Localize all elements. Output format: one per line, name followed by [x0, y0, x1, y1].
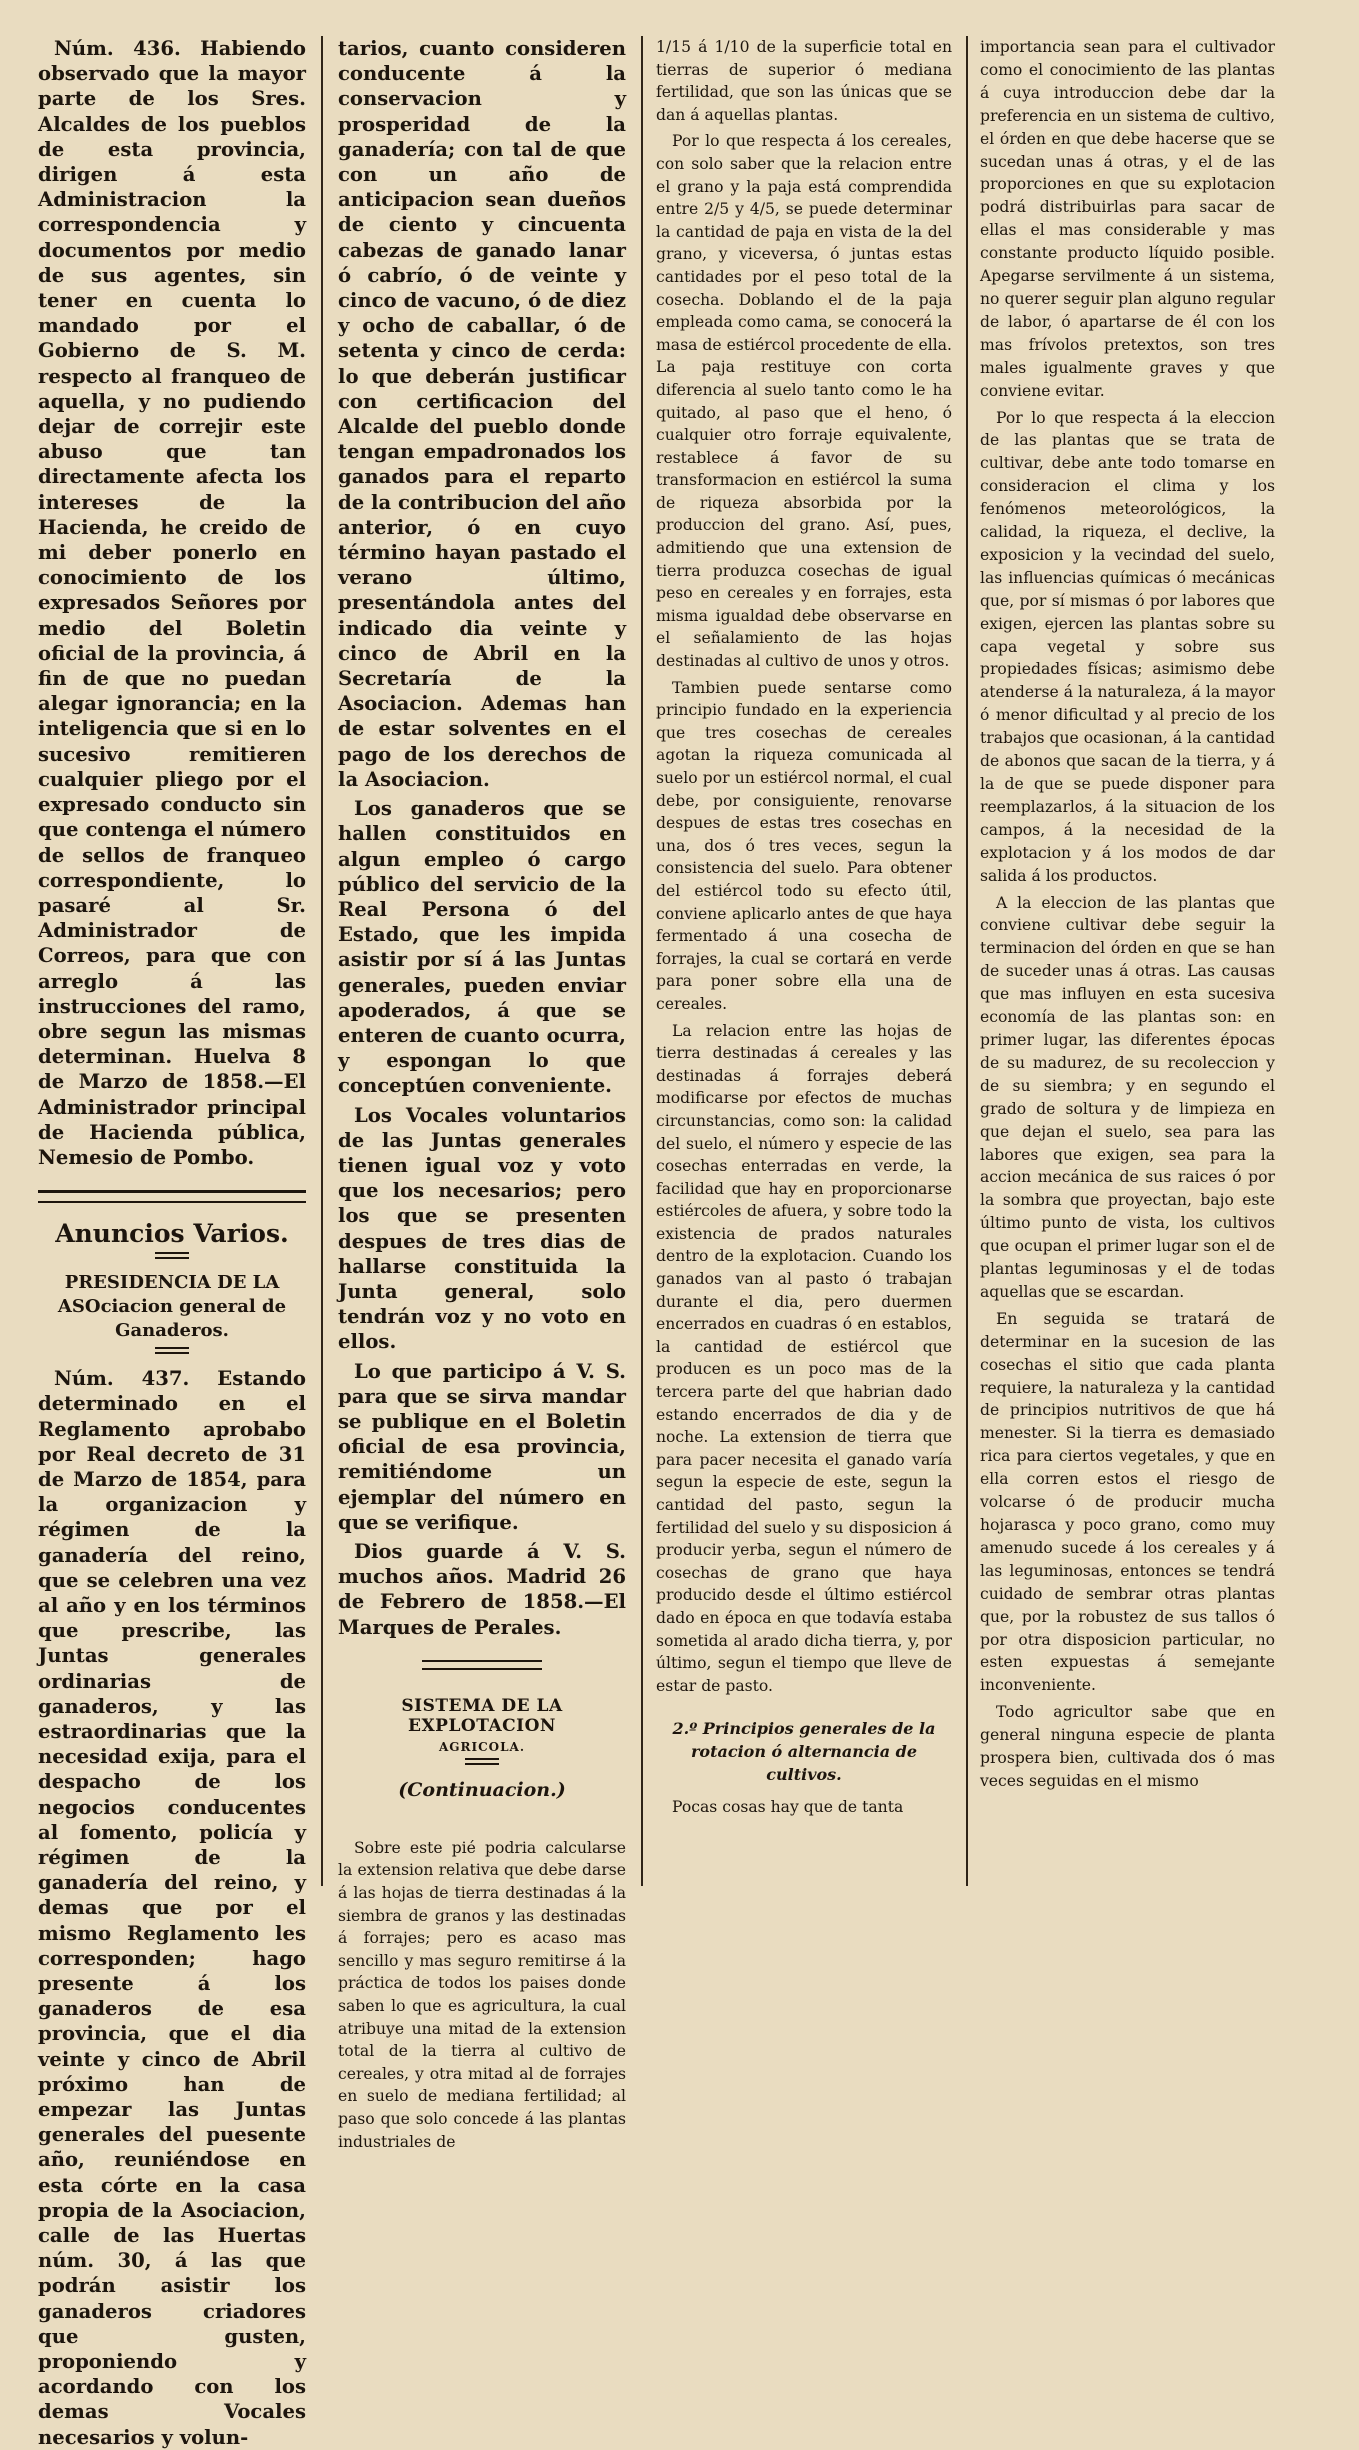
article-title: SISTEMA DE LA EXPLOTACION AGRICOLA. [401, 1695, 563, 1754]
sub-heading: PRESIDENCIA DE LA ASOciacion general de Ganaderos. [57, 1272, 287, 1342]
column-1 [38, 36, 306, 2449]
column-rule [321, 36, 323, 1886]
article-body: Sobre este pié podria calcularse la extension relativa que debe darse á las hojas de tierra destinadas á la siembra de granos y las destinadas á forrajes; pero es acaso mas sencillo y mas seguro remitirse á la práctica de todos los paises donde saben lo que es agricultura, la cual atribuye una mitad de la extension total de la tierra al cultivo de cereales, y otra mitad al de forrajes en suelo de mediana fertilidad; al paso que solo concede á las plantas industriales de [338, 1838, 626, 2151]
title-ornament [465, 1758, 499, 1765]
column-2 [338, 36, 626, 2151]
section-rule [38, 1190, 306, 1203]
column-3: 1/15 á 1/10 de la superficie total en tierras de superior ó mediana fertilidad, que son las únicas que se dan á aquellas plantas. Por lo que respecta á los cereales, con solo saber que la relacion entre el grano y la paja está comprendida entre 2/5 y 4/5, se puede determinar la cantidad de paja en vista de la del grano, y viceversa, ó juntas estas cantidades por el peso total de la cosecha. Doblando el de la paja empleada como cama, se conocerá la masa de estiércol procedente de ella. La paja restituye con corta diferencia al suelo tanto como le ha quitado, al paso que el heno, ó cualquier otro forraje equivalente, restablece á favor de su transformacion en estiércol la suma de riqueza absorbida por la produccion del grano. Así, pues, admitiendo que una extension de tierra produzca cosechas de igual peso en cereales y en forrajes, esta misma igualdad debe observarse en el señalamiento de las hojas destinadas al cultivo de unos y otros. Tambien puede sentarse como principio fundado en la experiencia que tres cosechas de cereales agotan la riqueza comunicada al suelo por un estiércol normal, el cual debe, por consiguiente, renovarse despues de estas tres cosechas en una, dos ó tres veces, segun la consistencia del suelo. Para obtener del estiércol todo su efecto útil, conviene aplicarlo antes de que haya fermentado á una cosecha de forrajes, la cual se cortará en verde para poner sobre ella una de cereales. La relacion entre las hojas de tierra destinadas á cereales y las destinadas á forrajes deberá modificarse por efectos de muchas circunstancias, como son: la calidad del suelo, el número y especie de las cosechas enterradas en verde, la facilidad que hay en proporcionarse estiércoles de afuera, y sobre todo la existencia de prados naturales dentro de la explotacion. Cuando los ganados van al pasto ó trabajan durante el dia, pero duermen encerrados en cuadras ó en establos, la cantidad de estiércol que producen es un poco mas de la tercera parte del que habrian dado estando encerrados de dia y de noche. La extension de tierra que para pacer necesita el ganado varía segun la especie de este, segun la cantidad del pasto, segun la fertilidad del suelo y su disposicion á producir yerba, segun el número de cosechas de grano que haya producido desde el último estiércol dado en época en que todavía estaba sometida al arado dicha tierra, y, por último, segun el tiempo que lleve de estar de pasto. 2.º Principios generales de la rotacion ó alternancia de cultivos. Pocas cosas hay que de tanta [656, 38, 952, 1817]
continuation-label: (Continuacion.) [398, 1778, 566, 1801]
section-title: 2.º Principios generales de la rotacion ó alternancia de cultivos. [672, 1719, 936, 1785]
notice-437-continued: tarios, cuanto consideren conducente á la conservacion y prosperidad de la ganadería; con tal de que con un año de anticipacion sean dueños de ciento y cincuenta cabezas de ganado lanar ó cabrío, ó de veinte y cinco de vacuno, ó de diez y ocho de caballar, ó de setenta y cinco de cerda: lo que deberán justificar con certificacion del Alcalde del pueblo donde tengan empadronados los ganados para el reparto de la contribucion del año anterior, ó en cuyo término hayan pastado el verano último, presentándola antes del indicado dia veinte y cinco de Abril en la Secretaría de la Asociacion. Ademas han de estar solventes en el pago de los derechos de la Asociacion. Los ganaderos que se hallen constituidos en algun empleo ó cargo público del servicio de la Real Persona ó del Estado, que les impida asistir por sí á las Juntas generales, pueden enviar apoderados, á que se enteren de cuanto ocurra, y espongan lo que conceptúen conveniente. Los Vocales voluntarios de las Juntas generales tienen igual voz y voto que los necesarios; pero los que se presenten despues de tres dias de hallarse constituida la Junta general, solo tendrán voz y no voto en ellos. Lo que participo á V. S. para que se sirva mandar se publique en el Boletin oficial de esa provincia, remitiéndome un ejemplar del número en que se verifique. Dios guarde á V. S. muchos años. Madrid 26 de Febrero de 1858.—El Marques de Perales. [338, 37, 626, 1639]
notice-436: Núm. 436. Habiendo observado que la mayor parte de los Sres. Alcaldes de los pueblos de esta provincia, dirigen á esta Administracion la correspondencia y documentos por medio de sus agentes, sin tener en cuenta lo mandado por el Gobierno de S. M. respecto al franqueo de aquella, y no pudiendo dejar de correjir este abuso que tan directamente afecta los intereses de la Hacienda, he creido de mi deber ponerlo en conocimiento de los expresados Señores por medio del Boletin oficial de la provincia, á fin de que no puedan alegar ignorancia; en la inteligencia que si en lo sucesivo remitieren cualquier pliego por el expresado conducto sin que contenga el número de sellos de franqueo correspondiente, lo pasaré al Sr. Administrador de Correos, para que con arreglo á las instrucciones del ramo, obre segun las mismas determinan. Huelva 8 de Marzo de 1858.—El Administrador principal de Hacienda pública, Nemesio de Pombo. [38, 37, 306, 1169]
notice-437: Núm. 437. Estando determinado en el Reglamento aprobabo por Real decreto de 31 de Marzo de 1854, para la organizacion y régimen de la ganadería del reino, que se celebren una vez al año y en los términos que prescribe, las Juntas generales ordinarias de ganaderos, y las estraordinarias que la necesidad exija, para el despacho de los negocios conducentes al fomento, policía y régimen de la ganadería del reino, y demas que por el mismo Reglamento les corresponden; hago presente á los ganaderos de esa provincia, que el dia veinte y cinco de Abril próximo han de empezar las Juntas generales del puesente año, reuniéndose en esta córte en la casa propia de la Asociacion, calle de las Huertas núm. 30, á las que podrán asistir los ganaderos criadores que gusten, proponiendo y acordando con los demas Vocales necesarios y volun- [38, 1367, 306, 2449]
column-4: importancia sean para el cultivador como el conocimiento de las plantas á cuya introduccion debe dar la preferencia en un sistema de cultivo, el órden en que debe hacerse que se sucedan unas á otras, y el de las proporciones en que su explotacion podrá distribuirlas para sacar de ellas el mas considerable y mas constante producto líquido posible. Apegarse servilmente á un sistema, no querer seguir plan alguno regular de labor, ó apartarse de él con los mas frívolos pretextos, son tres males igualmente graves y que conviene evitar. Por lo que respecta á la eleccion de las plantas que se trata de cultivar, debe ante todo tomarse en consideracion el clima y los fenómenos meteorológicos, la calidad, la riqueza, el declive, la exposicion y la vecindad del suelo, las influencias químicas ó mecánicas que, por sí mismas ó por labores que exigen, ejercen las plantas sobre su capa vegetal y sobre sus propiedades físicas; asimismo debe atenderse á la naturaleza, á la mayor ó menor dificultad y al precio de los trabajos que ocasionan, á la cantidad de abonos que sacan de la tierra, y á la de que se puede disponer para reemplazarlos, á la situacion de los campos, á la necesidad de la explotacion y á los modos de dar salida á los productos. A la eleccion de las plantas que conviene cultivar debe seguir la terminacion del órden en que se han de suceder unas á otras. Las causas que mas influyen en esta sucesiva economía de las plantas son: en primer lugar, las diferentes épocas de su madurez, de su recoleccion y de su siembra; y en segundo el grado de soltura y de limpieza en que dejan el suelo, sea para las labores que exigen, sea para la accion mecánica de sus raices ó por la sombra que proyectan, bajo este último punto de vista, los cultivos que ocupan el primer lugar son el de plantas leguminosas y el de todas aquellas que se escardan. En seguida se tratará de determinar en la sucesion de las cosechas el sitio que cada planta requiere, la naturaleza y la cantidad de principios nutritivos de que há menester. Si la tierra es demasiado rica para ciertos vegetales, y que en ella corren estos el riesgo de volcarse ó de producir mucha hojarasca y poco grano, como muy amenudo sucede á los cereales y á las leguminosas, entonces se tendrá cuidado de sembrar otras plantas que, por la robustez de sus tallos ó por otra disposicion particular, no esten expuestas á semejante inconveniente. Todo agricultor sabe que en general ninguna especie de planta prospera bien, cultivada dos ó mas veces seguidas en el mismo [980, 38, 1275, 1790]
column-rule [641, 36, 643, 1886]
sub-heading-ornament [155, 1347, 189, 1354]
article-separator [422, 1660, 542, 1670]
column-rule [966, 36, 968, 1886]
section-heading: Anuncios Varios. [55, 1219, 289, 1249]
heading-ornament [155, 1252, 189, 1259]
